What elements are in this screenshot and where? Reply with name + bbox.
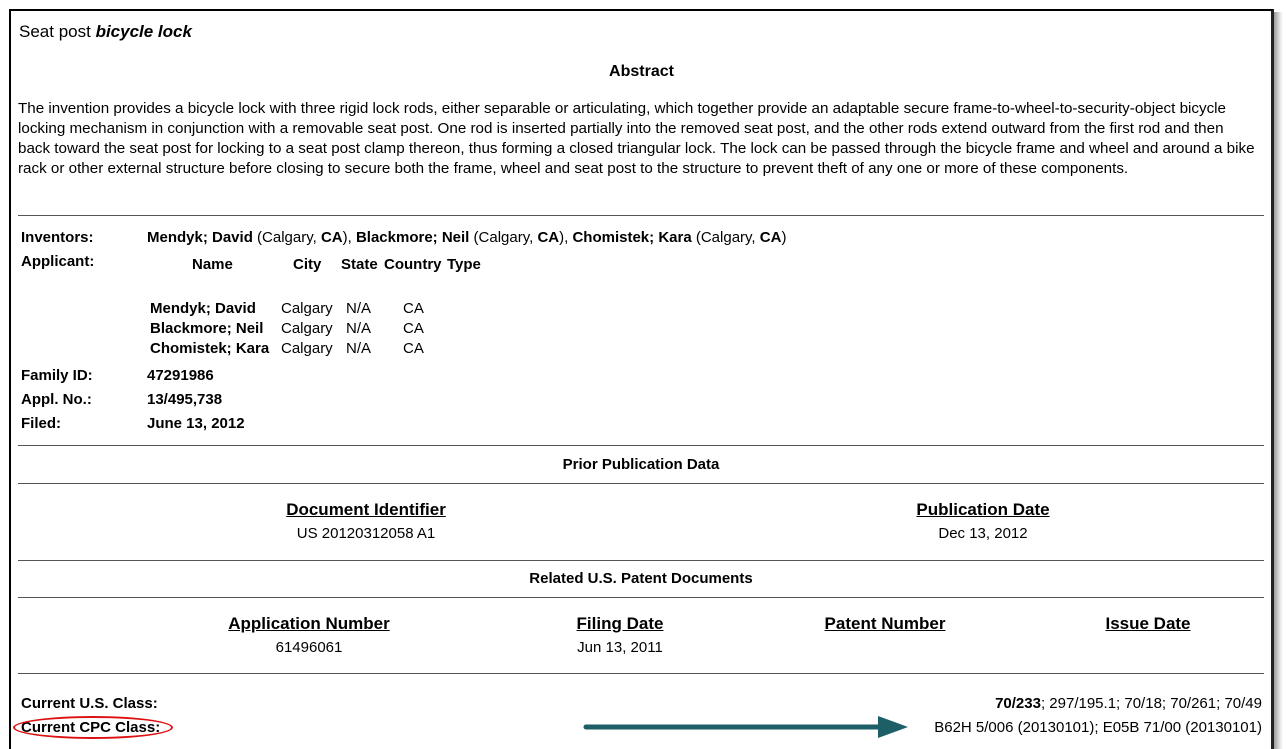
- document-shadow: [1274, 12, 1283, 749]
- applicant-city: Calgary: [281, 320, 333, 337]
- publication-date-value: Dec 13, 2012: [938, 525, 1028, 542]
- abstract-heading: Abstract: [609, 63, 674, 80]
- filed-label: Filed:: [21, 415, 61, 432]
- inventors-label: Inventors:: [21, 229, 94, 246]
- divider: [18, 215, 1264, 216]
- document-identifier-value: US 20120312058 A1: [296, 525, 436, 542]
- applicant-label: Applicant:: [21, 253, 95, 270]
- filing-date-header: Filing Date: [576, 614, 664, 633]
- family-id-value: 47291986: [147, 367, 214, 384]
- applicant-city: Calgary: [281, 300, 333, 317]
- application-number-value: 61496061: [275, 639, 343, 656]
- appl-no-label: Appl. No.:: [21, 391, 92, 408]
- applicant-header-name: Name: [192, 256, 233, 273]
- us-class-rest: ; 297/195.1; 70/18; 70/261; 70/49: [1040, 695, 1262, 712]
- inventor-city: Calgary: [700, 229, 752, 246]
- patent-title: [19, 22, 192, 42]
- us-class-value: [995, 695, 1262, 712]
- title-prefix: Seat post: [19, 22, 91, 41]
- related-documents-heading: Related U.S. Patent Documents: [529, 570, 753, 587]
- filed-value: June 13, 2012: [147, 415, 245, 432]
- applicant-state: N/A: [346, 320, 372, 337]
- cpc-class-label: Current CPC Class:: [21, 719, 161, 736]
- applicant-country: CA: [403, 300, 424, 317]
- abstract-text: The invention provides a bicycle lock with three rigid lock rods, either separable or articulating, which together provide an adaptable secure frame-to-wheel-to-security-object bicycle locking mechanism in conjunction with a removable seat post. One rod is inserted partially into the removed seat post, and the other rods extend outward from the first rod and then back toward the seat post for locking to a seat post clamp thereon, thus forming a closed triangular lock. The lock can be passed through the bicycle frame and wheel and around a bike rack or other external structure before closing to secure both the frame, wheel and seat post to the structure to prevent theft of any one or more of these components.: [18, 100, 1255, 177]
- inventor-name: Mendyk; David: [147, 229, 253, 246]
- family-id-label: Family ID:: [21, 367, 93, 384]
- applicant-name: Mendyk; David: [150, 300, 256, 317]
- issue-date-header: Issue Date: [1105, 614, 1191, 633]
- applicant-country: CA: [403, 340, 424, 357]
- inventors-list: Mendyk; David (Calgary, CA), Blackmore; Neil (Calgary, CA), Chomistek; Kara (Calgary, CA): [147, 229, 787, 246]
- applicant-header-state: State: [341, 256, 378, 273]
- applicant-row: [150, 300, 424, 320]
- patent-number-header: Patent Number: [824, 614, 946, 633]
- applicant-rows: [150, 300, 424, 360]
- applicant-header-country: Country: [384, 256, 442, 273]
- divider: [18, 445, 1264, 446]
- document-identifier-header: Document Identifier: [286, 500, 446, 519]
- divider: [18, 673, 1264, 674]
- appl-no-value: 13/495,738: [147, 391, 223, 408]
- divider: [18, 597, 1264, 598]
- applicant-header-type: Type: [447, 256, 481, 273]
- applicant-row: [150, 320, 424, 340]
- inventor-country: CA: [759, 229, 782, 246]
- cpc-class-value: B62H 5/006 (20130101); E05B 71/00 (20130101): [934, 719, 1262, 736]
- highlight-ellipse: [13, 716, 173, 739]
- inventor-city: Calgary: [262, 229, 313, 246]
- title-emphasis: bicycle lock: [95, 22, 192, 41]
- inventor-separator: ,: [347, 229, 352, 246]
- applicant-city: Calgary: [281, 340, 333, 357]
- inventor-country: CA: [537, 229, 560, 246]
- us-class-label: Current U.S. Class:: [21, 695, 158, 712]
- inventor-name: Blackmore; Neil: [355, 229, 470, 246]
- filing-date-value: Jun 13, 2011: [577, 639, 663, 656]
- applicant-state: N/A: [346, 300, 372, 317]
- inventor-name: Chomistek; Kara: [572, 229, 692, 246]
- applicant-row: [150, 340, 424, 360]
- application-number-header: Application Number: [228, 614, 390, 633]
- inventor-city: Calgary: [478, 229, 530, 246]
- applicant-name: Blackmore; Neil: [150, 320, 264, 337]
- applicant-state: N/A: [346, 340, 372, 357]
- applicant-header-city: City: [293, 256, 322, 273]
- divider: [18, 483, 1264, 484]
- applicant-country: CA: [403, 320, 424, 337]
- applicant-name: Chomistek; Kara: [150, 340, 270, 357]
- divider: [18, 560, 1264, 561]
- us-class-primary: 70/233: [995, 695, 1041, 712]
- inventor-country: CA: [320, 229, 343, 246]
- inventor-separator: ,: [564, 229, 569, 246]
- prior-publication-heading: Prior Publication Data: [562, 456, 720, 473]
- publication-date-header: Publication Date: [916, 500, 1050, 519]
- arrow-right-icon: [582, 714, 912, 740]
